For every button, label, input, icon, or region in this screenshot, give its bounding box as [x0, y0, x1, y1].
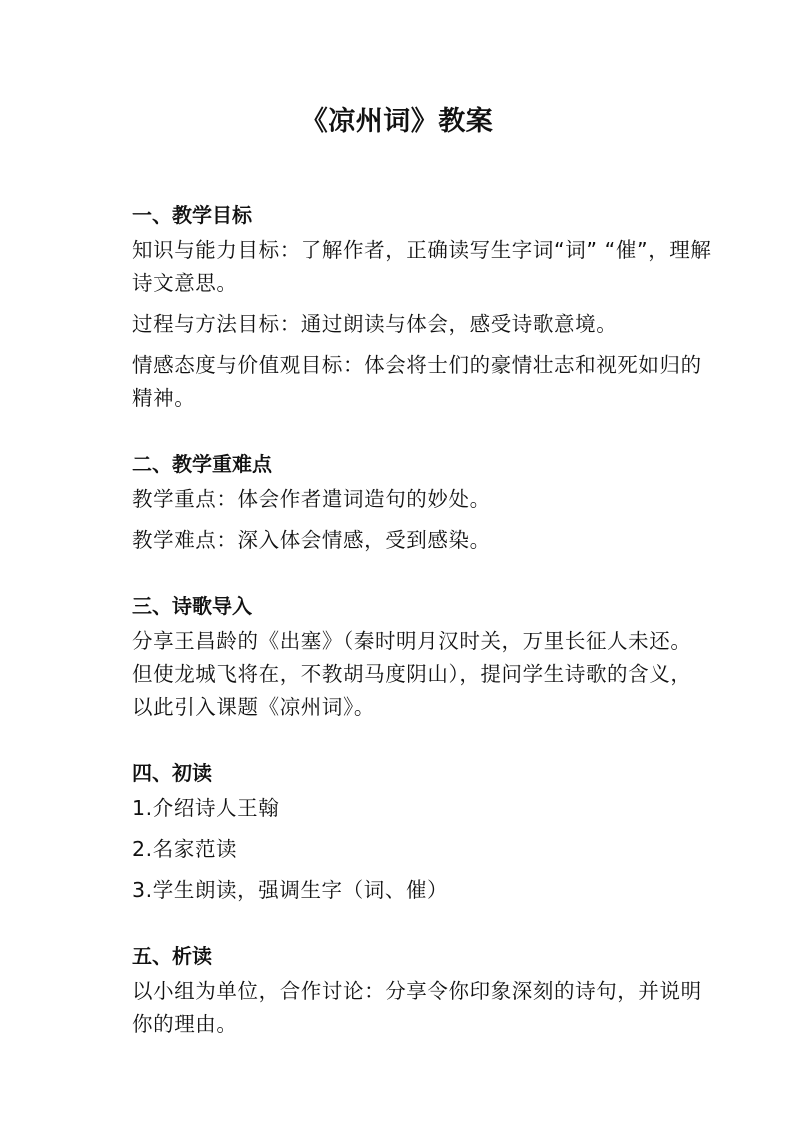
section-key-points: [132, 445, 712, 557]
paragraph: 教学难点：深入体会情感，受到感染。: [132, 528, 491, 552]
section-poem-intro: [132, 587, 712, 724]
page-title: 《凉州词》教案: [300, 106, 494, 137]
section-heading: 三、诗歌导入: [132, 594, 252, 618]
list-item: 3.学生朗读，强调生字（词、催）: [132, 878, 449, 902]
section-teaching-goals: [132, 196, 712, 415]
section-heading: 四、初读: [132, 761, 212, 785]
paragraph: 分享王昌龄的《出塞》（秦时明月汉时关，万里长征人未还。但使龙城飞将在，不教胡马度阴山），提问学生诗歌的含义，以此引入课题《凉州词》。: [132, 629, 692, 719]
section-first-reading: [132, 754, 712, 907]
document-body: [132, 196, 712, 1049]
paragraph: 情感态度与价值观目标：体会将士们的豪情壮志和视死如归的精神。: [132, 353, 702, 410]
paragraph: 教学重点：体会作者遣词造句的妙处。: [132, 487, 491, 511]
section-heading: 一、教学目标: [132, 203, 252, 227]
paragraph: 以小组为单位，合作讨论：分享令你印象深刻的诗句，并说明你的理由。: [132, 979, 702, 1036]
section-analysis-reading: [132, 937, 712, 1041]
section-heading: 二、教学重难点: [132, 452, 272, 476]
list-item: 1.介绍诗人王翰: [132, 796, 280, 820]
paragraph: 知识与能力目标：了解作者，正确读写生字词“词” “催”，理解诗文意思。: [132, 238, 712, 295]
section-heading: 五、析读: [132, 944, 212, 968]
paragraph: 过程与方法目标：通过朗读与体会，感受诗歌意境。: [132, 312, 618, 336]
list-item: 2.名家范读: [132, 837, 238, 861]
